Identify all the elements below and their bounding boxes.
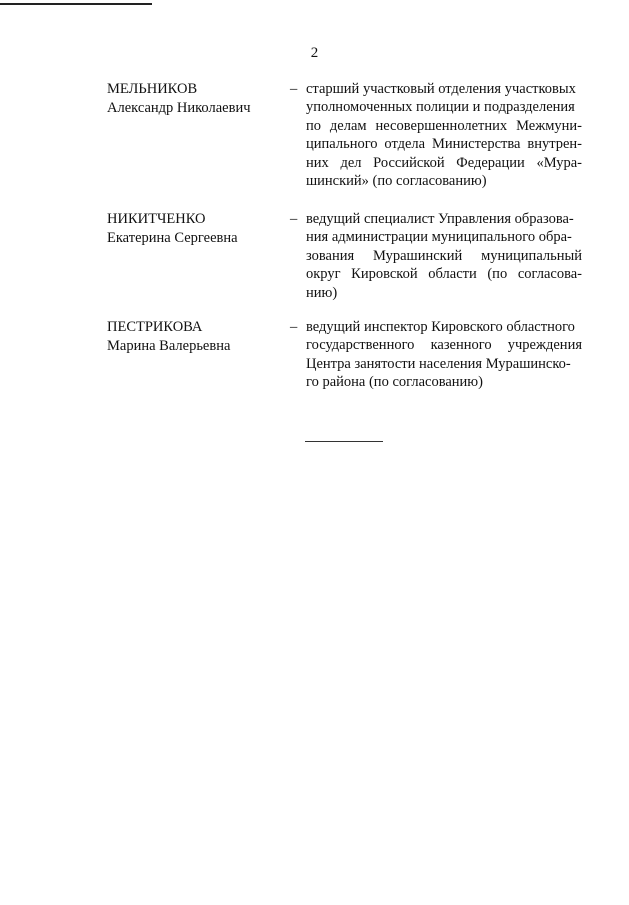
role-line: зования Мурашинский муниципальный	[306, 247, 582, 264]
role-line: ния администрации муниципального обра-	[306, 229, 572, 246]
member-surname: МЕЛЬНИКОВ	[107, 81, 198, 97]
role-line: шинский» (по согласованию)	[306, 173, 487, 190]
role-line: по делам несовершеннолетних Межмуни-	[306, 117, 582, 134]
member-name	[107, 318, 277, 356]
member-surname: ПЕСТРИКОВА	[107, 319, 203, 335]
role-line: Центра занятости населения Мурашинско-	[306, 355, 571, 372]
member-given-names: Александр Николаевич	[107, 100, 251, 116]
member-name	[107, 210, 277, 248]
member-surname: НИКИТЧЕНКО	[107, 211, 206, 227]
entry-dash: –	[290, 319, 298, 335]
member-given-names: Екатерина Сергеевна	[107, 230, 238, 246]
role-line: ведущий специалист Управления образова-	[306, 211, 574, 227]
member-role	[306, 318, 582, 392]
role-line: округ Кировской области (по согласова-	[306, 266, 582, 283]
role-line: уполномоченных полиции и подразделения	[306, 99, 575, 116]
role-line: ведущий инспектор Кировского областного	[306, 319, 575, 335]
role-line: государственного казенного учреждения	[306, 337, 582, 354]
member-role	[306, 80, 582, 190]
role-line: нию)	[306, 284, 338, 301]
role-line: го района (по согласованию)	[306, 374, 483, 391]
role-line: ципального отдела Министерства внутрен-	[306, 136, 582, 153]
member-role	[306, 210, 582, 302]
top-divider-line	[0, 3, 152, 5]
member-given-names: Марина Валерьевна	[107, 338, 231, 354]
role-line: старший участковый отделения участковых	[306, 81, 576, 97]
closing-divider-line	[305, 441, 383, 442]
entry-dash: –	[290, 211, 298, 227]
page-number: 2	[310, 45, 319, 61]
role-line: них дел Российской Федерации «Мура-	[306, 154, 582, 171]
entry-dash: –	[290, 81, 298, 97]
member-name	[107, 80, 277, 118]
